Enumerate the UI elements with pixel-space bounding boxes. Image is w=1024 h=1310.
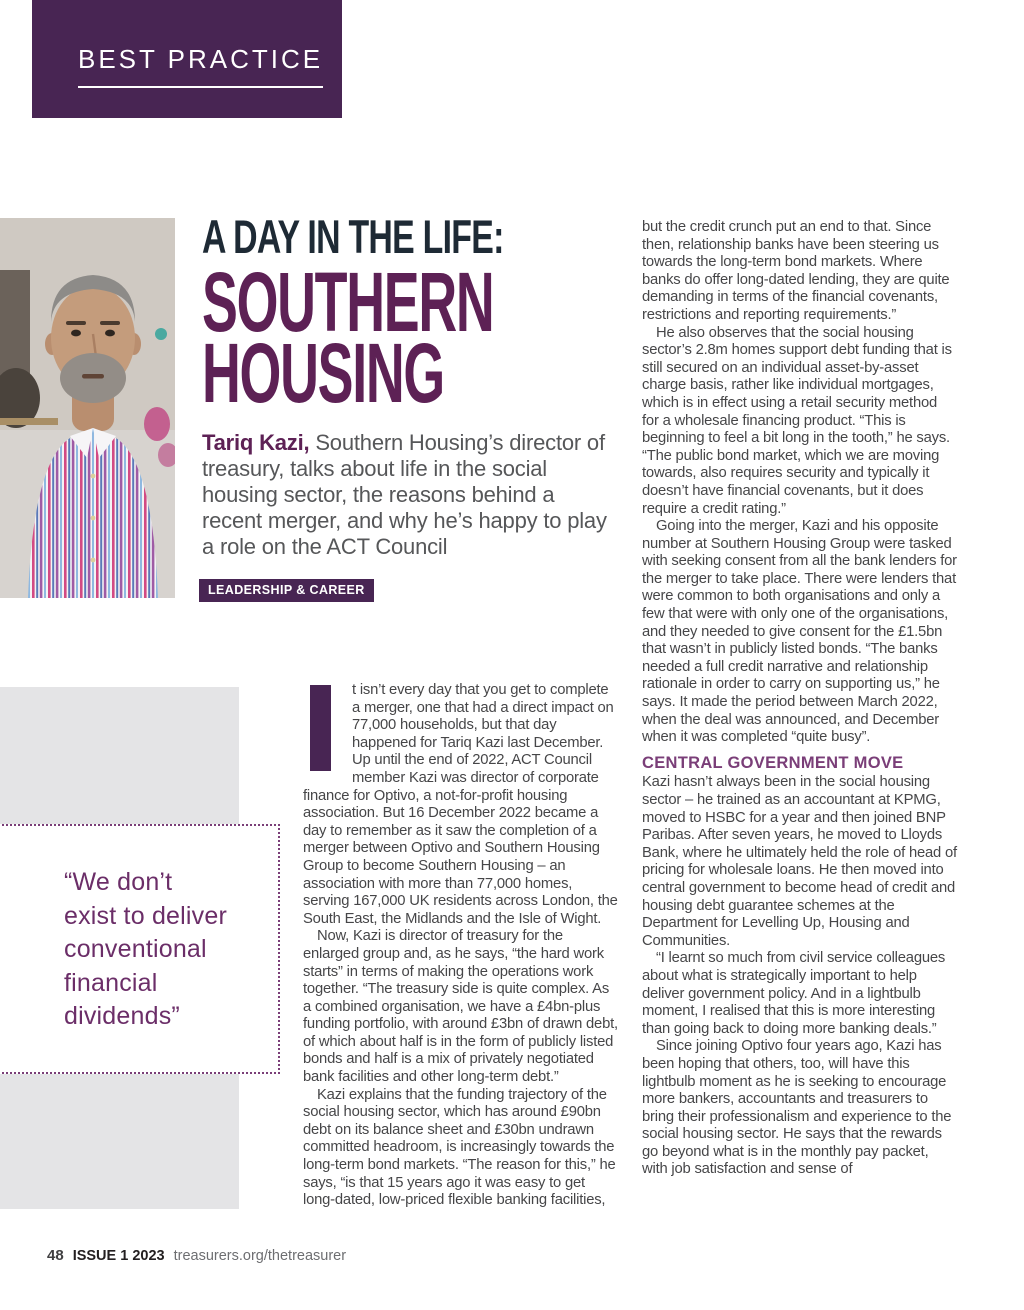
section-subhead: CENTRAL GOVERNMENT MOVE [642, 753, 904, 772]
article-title-line1: SOUTHERN [202, 255, 494, 349]
portrait-photo [0, 218, 175, 598]
pull-quote-line: conventional [64, 935, 207, 963]
pull-quote-box [0, 824, 280, 1074]
section-title: BEST PRACTICE [78, 44, 323, 88]
body-column-2 [642, 219, 957, 1179]
paragraph: but the credit crunch put an end to that. Since then, relationship banks have been steering us towards the long-term bond markets. Where banks do offer long-dated lending, they are quite demanding in terms of the financial covenants, restrictions and reporting requirements.” [642, 219, 950, 323]
article-title-line2: HOUSING [202, 326, 444, 420]
paragraph: Now, Kazi is director of treasury for the enlarged group and, as he says, “the hard work starts” in terms of making the operations work together. “The treasury side is quite complex. As a combined organisation, we have a £4bn-plus funding portfolio, with around £3bn of drawn debt, of which about half is in the form of publicly listed bonds and half is a mix of privately negotiated bank facilities and other long-term debt.” [303, 928, 618, 1086]
standfirst-text: Southern Housing’s director of treasury, talks about life in the social housing sector, the reasons behind a recent merger, and why he’s happy to play a role on the ACT Council [202, 430, 607, 559]
paragraph: Kazi explains that the funding trajectory of the social housing sector, which has around £90bn debt on its balance sheet and £30bn undrawn committed headroom, is increasingly towards the long-term bond markets. “The reason for this,” he says, “is that 15 years ago it was easy to get long-dated, low-priced flexible banking facilities, [303, 1086, 616, 1209]
pull-quote-line: dividends” [64, 1002, 180, 1030]
pull-quote-line: exist to deliver [64, 901, 227, 930]
paragraph-text: t isn’t every day that you get to complete a merger, one that had a direct impact on 77,000 households, but that day happened for Tariq Kazi last December. Up until the end of 2022, ACT Council member Kazi was director of corporate finance for Optivo, a not-for-profit housing association. But 16 December 2022 became a day to remember as it saw the completion of a merger between Optivo and Southern Housing Group to become Southern Housing – an association with more than 77,000 homes, serving 167,000 UK residents across London, the South East, the Midlands and the Isle of Wight. [303, 682, 618, 927]
paragraph [303, 682, 620, 928]
page-number: 48 [47, 1247, 64, 1264]
article-kicker-title: A DAY IN THE LIFE: [202, 210, 504, 263]
drop-cap [310, 685, 331, 771]
paragraph: Kazi hasn’t always been in the social housing sector – he trained as an accountant at KPMG, moved to HSBC for a year and then joined BNP Paribas. After seven years, he moved to Lloyds Bank, where he ultimately held the role of head of pricing for wholesale loans. He then moved into central government to become head of credit and housing debt guarantee schemes at the Department for Levelling Up, Housing and Communities. [642, 774, 957, 949]
website-link[interactable]: treasurers.org/thetreasurer [173, 1248, 347, 1264]
pull-quote-line: financial [64, 968, 158, 997]
paragraph: He also observes that the social housing sector’s 2.8m homes support debt funding that is still secured on an individual asset-by-asset charge basis, rather like individual mortgages, which is in effect using a retail security method for a wholesale financing product. “This is beginning to feel a bit long in the tooth,” he says. “The public bond market, which we are moving towards, also requires security and typically it doesn’t have financial covenants, but it does require a credit rating.” [642, 324, 952, 517]
body-column-1 [303, 682, 620, 1210]
section-banner [32, 0, 342, 118]
paragraph: “I learnt so much from civil service colleagues about what is strategically important to help deliver government policy. And in a lightbulb moment, I realised that this is more interesting than going back to doing more banking deals.” [642, 950, 946, 1037]
author-subject-name: Tariq Kazi, [202, 430, 310, 455]
standfirst [202, 430, 614, 560]
paragraph: Since joining Optivo four years ago, Kazi has been hoping that others, too, will have this lightbulb moment as he is seeking to encourage more bankers, accountants and treasurers to bring their professionalism and experience to the social housing sector. He says that the rewards go beyond what is in the monthly pay packet, with job satisfaction and sense of [642, 1038, 952, 1178]
issue-label: ISSUE 1 2023 [72, 1248, 165, 1264]
page-footer [47, 1247, 346, 1264]
paragraph: Going into the merger, Kazi and his opposite number at Southern Housing Group were tasked with seeking consent from all the bank lenders for the merger to take place. There were lenders that were common to both organisations and only a few that were with only one of the organisations, and they needed to give consent for the £1.5bn that wasn’t in publicly listed bonds. “The banks needed a full credit narrative and relationship rationale in order to carry on supporting us,” he says. It made the period between March 2022, when the deal was announced, and December when it was completed “quite busy”. [642, 518, 957, 746]
category-tag: LEADERSHIP & CAREER [199, 579, 374, 602]
pull-quote-line: “We don’t [64, 868, 173, 896]
pull-quote [64, 866, 269, 1034]
